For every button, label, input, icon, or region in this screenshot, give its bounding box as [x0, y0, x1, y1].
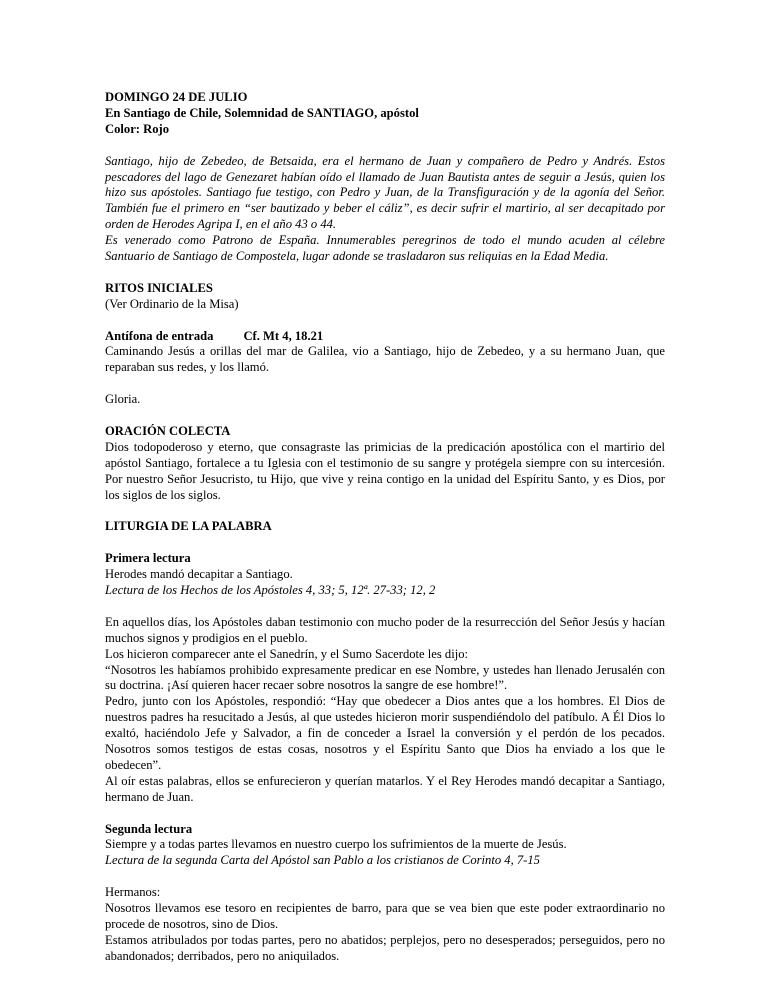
segunda-lectura-title: Segunda lectura: [105, 821, 193, 836]
reading-paragraph: Los hicieron comparecer ante el Sanedrín, y el Sumo Sacerdote les dijo:: [105, 646, 468, 661]
ritos-note: (Ver Ordinario de la Misa): [105, 296, 239, 311]
primera-lectura-source: Lectura de los Hechos de los Apóstoles 4, 33; 5, 12ª. 27-33; 12, 2: [105, 582, 436, 597]
intro-paragraph: Santiago, hijo de Zebedeo, de Betsaida, era el hermano de Juan y compañero de Pedro y Andrés. Estos pescadores del lago de Genezaret habían oído el llamado de Juan Bautista antes de seguir a Jesús, quien los hizo sus apóstoles. Santiago fue testigo, con Pedro y Juan, de la Transfiguración y de la agonía del Señor. También fue el primero en “ser bautizado y beber el cáliz”, es decir sufrir el martirio, al ser decapitado por orden de Herodes Agripa I, en el año 43 o 44.: [105, 153, 665, 232]
reading-paragraph: Estamos atribulados por todas partes, pero no abatidos; perplejos, pero no desesperados; perseguidos, pero no abandonados; derribados, pero no aniquilados.: [105, 932, 665, 963]
antifona-label: Antífona de entrada: [105, 328, 214, 343]
intro-paragraph: Es venerado como Patrono de España. Innumerables peregrinos de todo el mundo acuden al célebre Santuario de Santiago de Compostela, lugar adonde se trasladaron sus reliquias en la Edad Media.: [105, 233, 665, 264]
antifona-text: Caminando Jesús a orillas del mar de Galilea, vio a Santiago, hijo de Zebedeo, y a su hermano Juan, que reparaban sus redes, y los llamó.: [105, 344, 665, 375]
reading-paragraph: “Nosotros les habíamos prohibido expresamente predicar en ese Nombre, y ustedes han llenado Jerusalén con su doctrina. ¡Así quieren hacer recaer sobre nosotros la sangre de ese hombre!”.: [105, 662, 665, 693]
heading-solemnity: En Santiago de Chile, Solemnidad de SANTIAGO, apóstol: [105, 105, 419, 120]
gloria-text: Gloria.: [105, 392, 141, 407]
section-title-ritos: RITOS INICIALES: [105, 280, 213, 295]
section-title-colecta: ORACIÓN COLECTA: [105, 423, 231, 438]
colecta-text: Dios todopoderoso y eterno, que consagraste las primicias de la predicación apostólica con el martirio del apóstol Santiago, fortalece a tu Iglesia con el testimonio de su sangre y protégela siempre con su intercesión. Por nuestro Señor Jesucristo, tu Hijo, que vive y reina contigo en la unidad del Espíritu Santo, y es Dios, por los siglos de los siglos.: [105, 439, 665, 502]
primera-lectura-title: Primera lectura: [105, 551, 191, 566]
heading-color: Color: Rojo: [105, 121, 170, 136]
reading-paragraph: En aquellos días, los Apóstoles daban testimonio con mucho poder de la resurrección del Señor Jesús y hacían muchos signos y prodigios en el pueblo.: [105, 614, 665, 645]
segunda-lectura-subtitle: Siempre y a todas partes llevamos en nuestro cuerpo los sufrimientos de la muerte de Jesús.: [105, 837, 567, 852]
reading-paragraph: Pedro, junto con los Apóstoles, respondió: “Hay que obedecer a Dios antes que a los hombres. El Dios de nuestros padres ha resucitado a Jesús, al que ustedes hicieron morir suspendiéndolo del patíbulo. A Él Dios lo exaltó, haciéndolo Jefe y Salvador, a fin de conceder a Israel la conversión y el perdón de los pecados. Nosotros somos testigos de estas cosas, nosotros y el Espíritu Santo que Dios ha enviado a los que le obedecen”.: [105, 694, 665, 772]
reading-paragraph: Nosotros llevamos ese tesoro en recipientes de barro, para que se vea bien que este poder extraordinario no procede de nosotros, sino de Dios.: [105, 901, 665, 931]
primera-lectura-subtitle: Herodes mandó decapitar a Santiago.: [105, 567, 293, 582]
antifona-heading: [105, 329, 665, 345]
antifona-reference: Cf. Mt 4, 18.21: [243, 328, 324, 343]
section-title-liturgia: LITURGIA DE LA PALABRA: [105, 519, 272, 534]
reading-paragraph: Al oír estas palabras, ellos se enfurecieron y querían matarlos. Y el Rey Herodes mandó decapitar a Santiago, hermano de Juan.: [105, 773, 665, 804]
document-page: [105, 90, 665, 965]
segunda-lectura-source: Lectura de la segunda Carta del Apóstol san Pablo a los cristianos de Corinto 4, 7-15: [105, 853, 540, 868]
heading-date: DOMINGO 24 DE JULIO: [105, 90, 248, 104]
reading-paragraph: Hermanos:: [105, 885, 161, 900]
